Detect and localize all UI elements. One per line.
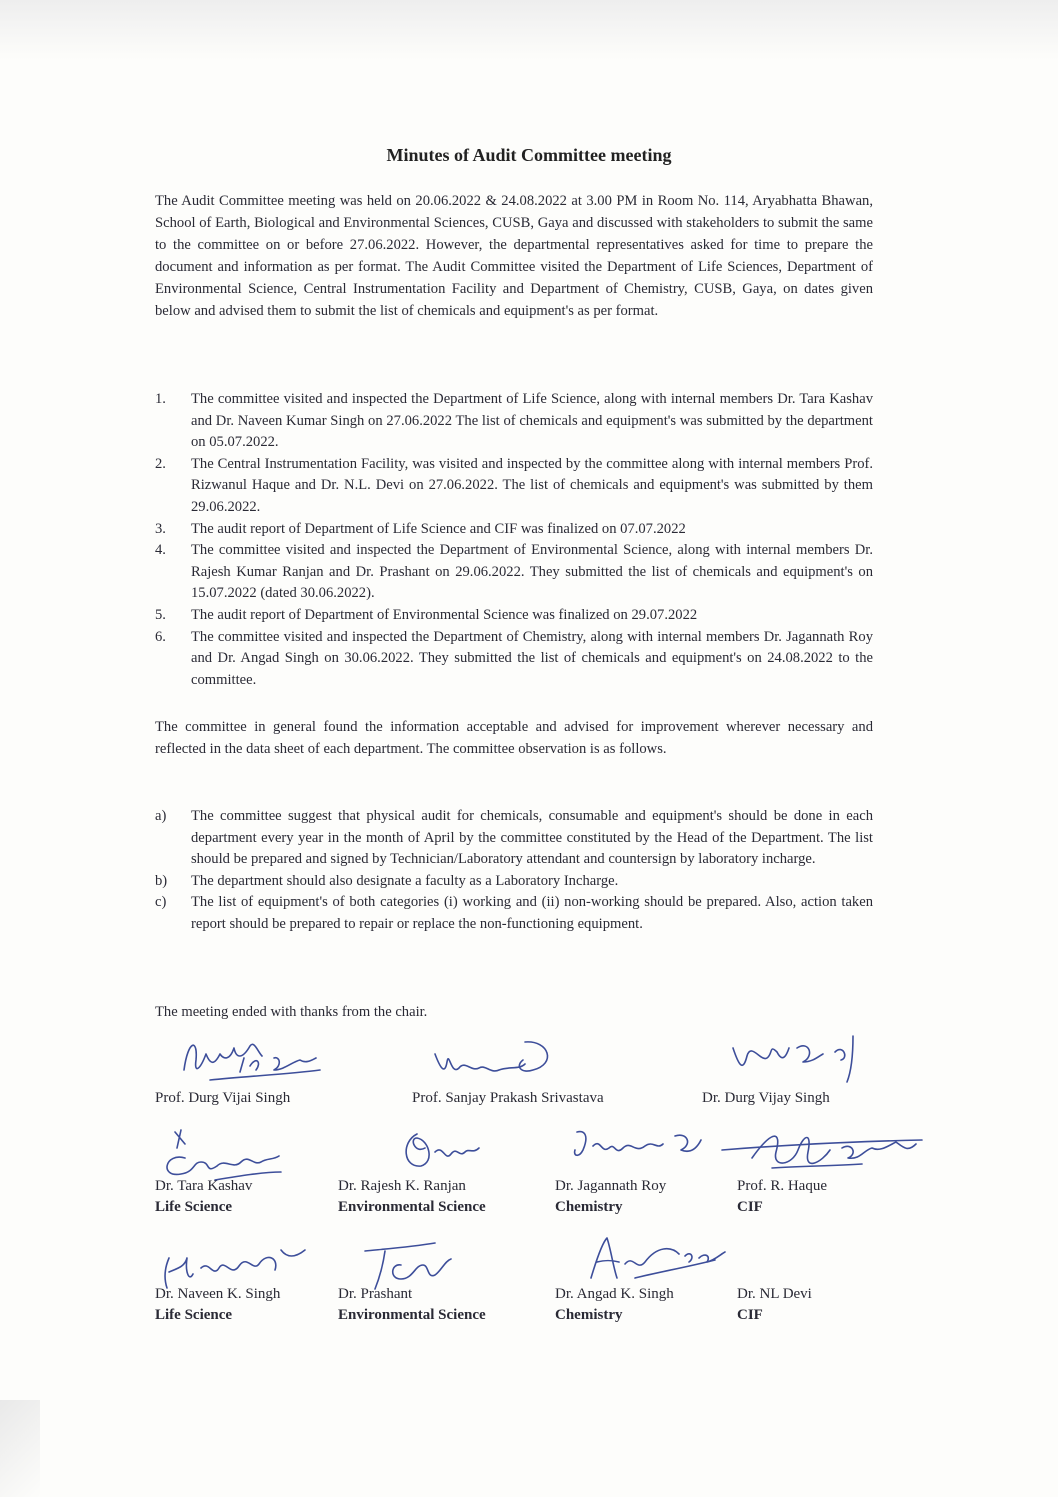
list-item — [155, 519, 873, 541]
signature-durg-vijai-singh — [170, 1030, 330, 1090]
list-marker: 1. — [155, 391, 166, 407]
signatory-name: Dr. Durg Vijay Singh — [702, 1090, 830, 1106]
signatory-department: CIF — [737, 1199, 763, 1215]
scan-fold — [0, 1400, 40, 1497]
page-title: Minutes of Audit Committee meeting — [386, 145, 672, 165]
list-text: The list of equipment's of both categories (i) working and (ii) non-working should be prepared. Also, action taken report should be prepared to repair or replace the non-functioning equipment. — [191, 894, 873, 932]
list-item — [155, 454, 873, 519]
signatory-dr-nl-devi — [737, 1284, 812, 1326]
list-text: The Central Instrumentation Facility, was visited and inspected by the committee along with internal members Prof. Rizwanul Haque and Dr. N.L. Devi on 27.06.2022. The list of chemicals and equipment's was submitted by them 29.06.2022. — [191, 455, 873, 515]
signature-angad-singh — [575, 1228, 735, 1288]
signatory-name: Dr. Angad K. Singh — [555, 1286, 674, 1302]
list-marker: 4. — [155, 542, 166, 559]
list-text: The committee suggest that physical audit for chemicals, consumable and equipment's should be done in each department every year in the month of April by the committee constituted by the Head of the Department. The list should be prepared and signed by Technician/Laboratory attendant and countersign by laboratory incharge. — [191, 808, 873, 868]
intro-paragraph: The Audit Committee meeting was held on 20.06.2022 & 24.08.2022 at 3.00 PM in Room No. 114, Aryabhatta Bhawan, School of Earth, Biological and Environmental Sciences, CUSB, Gaya and discussed with stakeholders to submit the same to the committee on or before 27.06.2022. However, the departmental representatives asked for time to prepare the document and information as per format. The Audit Committee visited the Department of Life Sciences, Department of Environmental Science, Central Instrumentation Facility and Department of Chemistry, CUSB, Gaya, on dates given below and advised them to submit the list of chemicals and equipment's as per format. — [155, 193, 873, 319]
signatory-dr-tara-kashav — [155, 1176, 252, 1218]
list-item — [155, 605, 873, 627]
list-text: The audit report of Department of Life Science and CIF was finalized on 07.07.2022 — [191, 520, 686, 537]
signature-sanjay-prakash-srivastava — [425, 1030, 565, 1090]
list-marker: 3. — [155, 520, 166, 537]
signatory-prof-durg-vijai-singh — [155, 1088, 290, 1109]
signatory-dr-prashant — [338, 1284, 486, 1326]
signatory-department: Chemistry — [555, 1199, 623, 1215]
list-item — [155, 892, 873, 935]
signatory-dr-rajesh-ranjan — [338, 1176, 486, 1218]
signatory-name: Dr. NL Devi — [737, 1286, 812, 1302]
signatory-name: Dr. Prashant — [338, 1286, 413, 1302]
closing-line: The meeting ended with thanks from the chair. — [155, 1004, 428, 1020]
signatory-department: Life Science — [155, 1307, 233, 1323]
signatory-name: Dr. Rajesh K. Ranjan — [338, 1178, 466, 1194]
signatory-department: Life Science — [155, 1199, 233, 1215]
signatory-name: Dr. Tara Kashav — [155, 1178, 253, 1194]
list-marker: 2. — [155, 455, 166, 472]
list-item — [155, 627, 873, 692]
list-item — [155, 389, 873, 454]
observation-list — [155, 806, 873, 936]
list-text: The department should also designate a faculty as a Laboratory Incharge. — [191, 872, 619, 889]
signatory-dr-angad-singh — [555, 1284, 674, 1326]
list-item — [155, 540, 873, 605]
signatory-name: Prof. R. Haque — [737, 1178, 827, 1194]
signature-rajesh-ranjan — [395, 1118, 485, 1178]
list-item — [155, 806, 873, 871]
signatory-name: Prof. Sanjay Prakash Srivastava — [412, 1090, 604, 1106]
signatory-department: Chemistry — [555, 1307, 623, 1323]
signatory-name: Prof. Durg Vijai Singh — [155, 1090, 291, 1106]
signatory-prof-sanjay-prakash-srivastava — [412, 1088, 604, 1109]
list-text: The audit report of Department of Environmental Science was finalized on 29.07.2022 — [191, 606, 698, 623]
signatory-dr-naveen-singh — [155, 1284, 280, 1326]
signatory-dr-durg-vijay-singh — [702, 1088, 830, 1109]
signature-durg-vijay-singh — [725, 1022, 865, 1092]
signatory-name: Dr. Naveen K. Singh — [155, 1286, 281, 1302]
signatory-name: Dr. Jagannath Roy — [555, 1178, 667, 1194]
list-marker: 6. — [155, 628, 166, 645]
visit-list — [155, 389, 873, 691]
scan-shadow — [0, 0, 1058, 60]
list-item — [155, 871, 873, 893]
list-text: The committee visited and inspected the Department of Environmental Science, along with internal members Dr. Rajesh Kumar Ranjan and Dr. Prashant on 29.06.2022. They submitted the list of chemicals and equipment's on 15.07.2022 (dated 30.06.2022). — [191, 542, 873, 602]
list-marker: b) — [155, 872, 168, 889]
signatory-dr-jagannath-roy — [555, 1176, 666, 1218]
list-marker: c) — [155, 894, 167, 911]
signatory-prof-r-haque — [737, 1176, 827, 1218]
list-text: The committee visited and inspected the Department of Life Science, along with internal members Dr. Tara Kashav and Dr. Naveen Kumar Singh on 27.06.2022 The list of chemicals and equipment's was submitted by the department on 05.07.2022. — [191, 391, 873, 451]
list-marker: 5. — [155, 606, 166, 623]
signatory-department: Environmental Science — [338, 1199, 486, 1215]
list-marker: a) — [155, 808, 167, 824]
observation-intro: The committee in general found the information acceptable and advised for improvement wherever necessary and reflected in the data sheet of each department. The committee observation is as follows. — [155, 719, 873, 757]
signature-jagannath-roy — [565, 1120, 715, 1180]
signatory-department: Environmental Science — [338, 1307, 486, 1323]
signatory-department: CIF — [737, 1307, 763, 1323]
list-text: The committee visited and inspected the Department of Chemistry, along with internal members Dr. Jagannath Roy and Dr. Angad Singh on 30.06.2022. They submitted the list of chemicals and equipment's on 24.08.2022 to the committee. — [191, 628, 873, 688]
